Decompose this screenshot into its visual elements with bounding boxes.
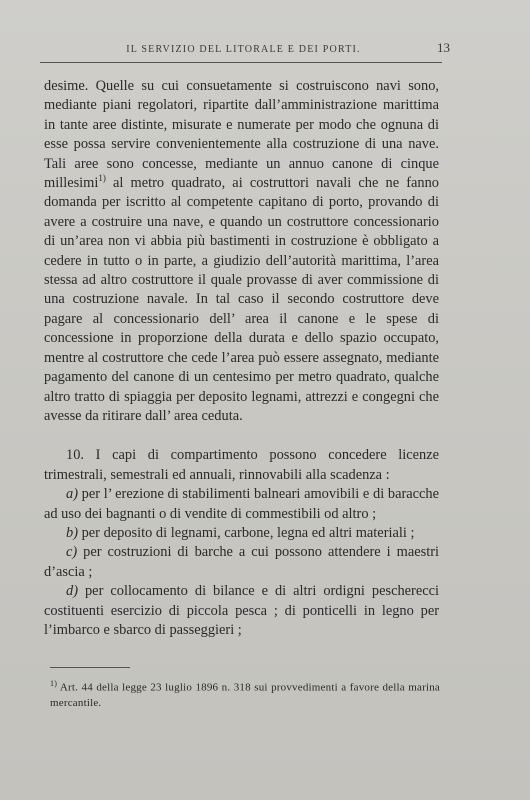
- item-text: per deposito di legnami, carbone, legna ed altri materiali ;: [78, 524, 415, 541]
- list-item: [44, 524, 439, 543]
- footnote-reference: 1): [98, 173, 106, 184]
- paragraph-gap: [44, 426, 439, 446]
- paragraph-continued: [44, 77, 439, 426]
- running-title: IL SERVIZIO DEL LITORALE E DEI PORTI.: [126, 44, 361, 55]
- page-header: [50, 40, 450, 56]
- item-letter: d): [66, 583, 78, 600]
- list-item: [44, 582, 439, 640]
- body-text: [44, 77, 439, 640]
- footnote-mark: 1): [50, 679, 58, 688]
- page-number: 13: [437, 40, 450, 55]
- list-item: [44, 485, 439, 524]
- item-text: per collocamento di bilance e di altri ordigni pescherecci costituenti esercizio di piccola pesca ; di ponticelli in legno per l’imbarco e sbarco di passeggieri ;: [44, 583, 439, 638]
- item-letter: b): [66, 524, 78, 541]
- paragraph-article-10: 10. I capi di compartimento possono concedere licenze trimestrali, semestrali ed annuali, rinnovabili alla scadenza :: [44, 447, 439, 483]
- paragraph-text: al metro quadrato, ai costruttori navali che ne fanno domanda per iscritto al competente capitano di porto, provando di avere a costruire una nave, e quando un costruttore concessionario di un’area non vi abbia più bastimenti in costruzione è obbligato a cedere in tutto o in parte, a giudizio dell’autorità marittima, l’area stessa ad altro costruttore il quale provasse di aver commissione di una costruzione navale. In tal caso il secondo costruttore deve pagare al concessionario dell’ area il canone e le spese di concessione in proporzione della durata e dello spazio occupato, mentre al costruttore che cede l’area può essere assegnato, mediante pagamento del canone di un centesimo per metro quadrato, qualche altro tratto di spiaggia per deposito legnami, attrezzi e congegni che avesse da ritirare dall’ area ceduta.: [44, 175, 439, 424]
- list-item: [44, 543, 439, 582]
- footnote-rule: [50, 667, 130, 668]
- item-text: per costruzioni di barche a cui possono attendere i maestri d’ascia ;: [44, 544, 439, 580]
- footnote: [50, 676, 440, 711]
- footnote-text: Art. 44 della legge 23 luglio 1896 n. 318 sui provvedimenti a favore della marina mercantile.: [50, 681, 440, 709]
- item-letter: a): [66, 486, 78, 503]
- paragraph-text: desime. Quelle su cui consuetamente si costruiscono navi sono, mediante piani regolatori, ripartite dall’amministrazione marittima in tante aree distinte, misurate e numerate per modo che ognuna di esse possa servire convenientemente alla costruzione di una nave. Tali aree sono concesse, mediante un annuo canone di cinque millesimi: [44, 78, 439, 192]
- item-text: per l’ erezione di stabilimenti balneari amovibili e di baracche ad uso dei bagnanti o di vendite di commestibili od altro ;: [44, 486, 439, 522]
- item-letter: c): [66, 544, 78, 561]
- header-rule: [40, 62, 442, 63]
